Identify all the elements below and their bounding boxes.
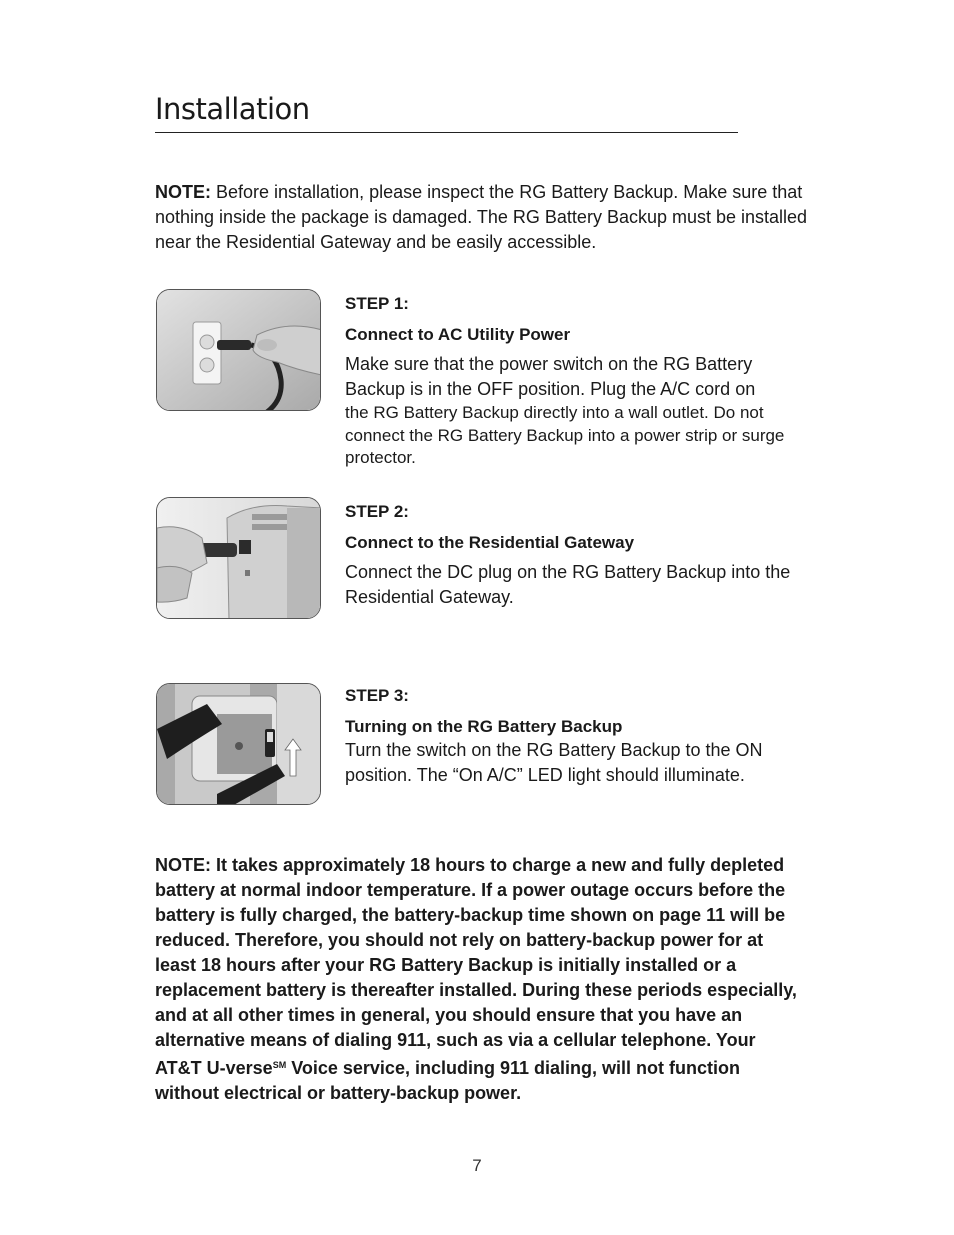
- note-text: Before installation, please inspect the RG Battery Backup. Make sure that nothing inside the package is damaged. The RG Battery Backup must be installed near the Residential Gateway and be easily accessible.: [155, 182, 808, 252]
- step1-photo: [156, 289, 321, 411]
- step-2: [345, 501, 815, 610]
- title-underline: [155, 132, 738, 133]
- service-mark: SM: [272, 1060, 287, 1070]
- note-label: NOTE:: [155, 182, 211, 202]
- step-3-body: Turn the switch on the RG Battery Backup to the ON position. The “On A/C” LED light should illuminate.: [345, 740, 763, 785]
- step-3: [345, 685, 815, 788]
- charging-note: [155, 853, 805, 1106]
- step-2-body: Connect the DC plug on the RG Battery Backup into the Residential Gateway.: [345, 562, 791, 607]
- note-paragraph: [155, 180, 815, 255]
- step-1-title: Connect to AC Utility Power: [345, 325, 571, 344]
- step3-photo: [156, 683, 321, 805]
- step-3-label: STEP 3:: [345, 686, 409, 705]
- step-1-body-continued: the RG Battery Backup directly into a wall outlet. Do not connect the RG Battery Backup into a power strip or surge protector.: [345, 403, 785, 467]
- page-number: 7: [472, 1156, 482, 1175]
- step-2-label: STEP 2:: [345, 502, 409, 521]
- step-1-body: Make sure that the power switch on the RG Battery Backup is in the OFF position. Plug the A/C cord on: [345, 354, 756, 399]
- page-title: Installation: [155, 92, 310, 126]
- step-1-label: STEP 1:: [345, 294, 409, 313]
- step2-photo: [156, 497, 321, 619]
- step-1: [345, 293, 815, 470]
- charging-note-text-end: Voice service, including 911 dialing, will not function without electrical or battery-backup power.: [155, 1058, 740, 1103]
- step-3-title: Turning on the RG Battery Backup: [345, 717, 623, 736]
- step-2-title: Connect to the Residential Gateway: [345, 533, 635, 552]
- charging-note-text: NOTE: It takes approximately 18 hours to charge a new and fully depleted battery at normal indoor temperature. If a power outage occurs before the battery is fully charged, the battery-backup time shown on page 11 will be reduced. Therefore, you should not rely on battery-backup power for at least 18 hours after your RG Battery Backup is initially installed or a replacement battery is thereafter installed. During these periods especially, and at all other times in general, you should ensure that you have an alternative means of dialing 911, such as via a cellular telephone. Your AT&T U-verse: [155, 855, 797, 1078]
